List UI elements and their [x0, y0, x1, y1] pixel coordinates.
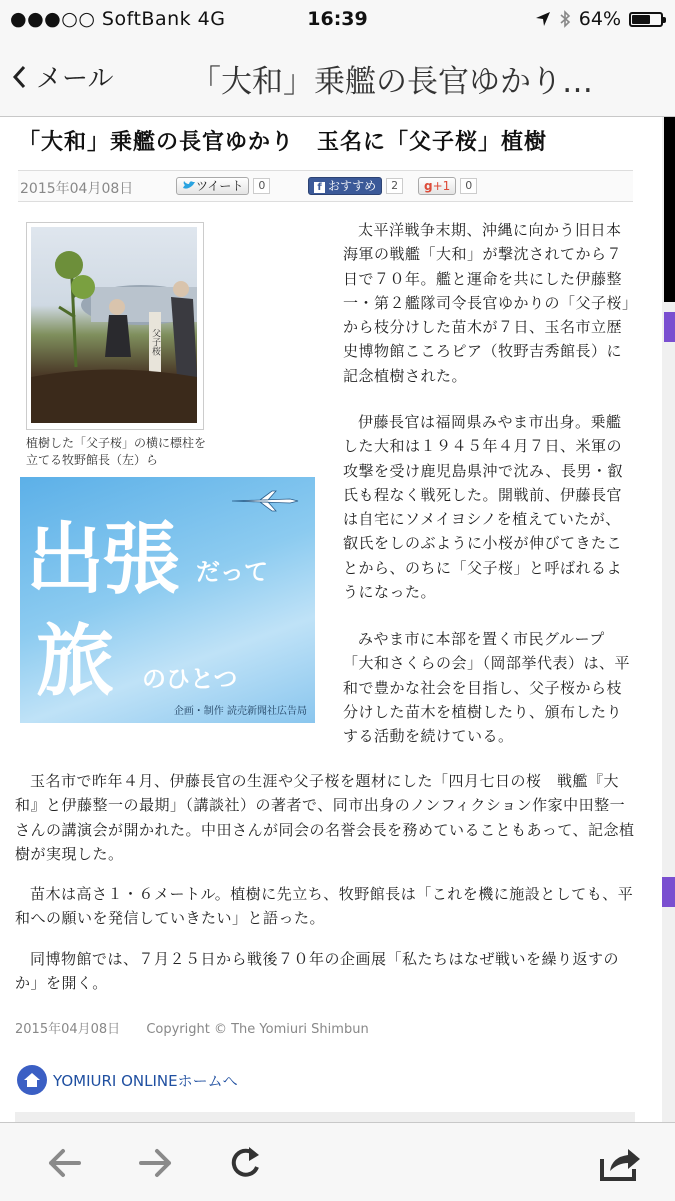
back-button[interactable] [12, 58, 113, 95]
tweet-label-box [176, 177, 249, 195]
photo-caption: 植樹した「父子桜」の横に標柱を立てる牧野館長（左）ら [26, 436, 207, 467]
ad-word-1: 出張 [26, 515, 179, 605]
home-icon [17, 1065, 47, 1095]
recommend-count: 2 [386, 178, 403, 194]
recommend-label-box [308, 177, 382, 195]
back-label: メール [36, 64, 114, 94]
facebook-icon: f [314, 182, 325, 193]
ad-sub-1: だって [196, 558, 268, 586]
yomiuri-home-link[interactable] [17, 1065, 238, 1095]
article-paragraph-5: 苗木は高さ１・６メートル。植樹に先立ち、牧野館長は「これを機に施設としても、平和への願いを発信していきたい」と語った。 [15, 885, 634, 928]
side-strip [662, 117, 675, 1122]
article-paragraph-3: みやま市に本部を置く市民グループ「大和さくらの会」（岡部挙代表）は、平和で豊かな社会を目指し、父子桜から枝分けした苗木を植樹したり、頒布したりする活動を続けている。 [343, 630, 631, 746]
tweet-label: ツイート [196, 179, 244, 193]
photo-sign-text: 父子桜 [150, 328, 160, 356]
status-right [535, 8, 663, 30]
home-link-label: YOMIURI ONLINEホームへ [53, 1071, 238, 1090]
ad-banner[interactable] [20, 477, 315, 723]
page-title: 「大和」乗艦の長官ゆかり… [190, 64, 593, 100]
next-section-stub [15, 1112, 635, 1122]
back-arrow-icon [45, 1143, 85, 1183]
status-bar [0, 0, 675, 38]
twitter-bird-icon [182, 180, 196, 190]
gplus-count: 0 [460, 178, 477, 194]
copyright: Copyright © The Yomiuri Shimbun [146, 1022, 369, 1037]
side-block-purple-2 [662, 877, 675, 907]
article-date: 2015年04月08日 [20, 181, 134, 197]
article-paragraph-6: 同博物館では、７月２５日から戦後７０年の企画展「私たちはなぜ戦いを繰り返すのか」を開く。 [15, 950, 620, 993]
battery-icon [629, 12, 663, 27]
ad-word-2: 旅 [36, 617, 115, 707]
forward-arrow-icon [135, 1143, 175, 1183]
nav-bar [0, 38, 675, 117]
clock: 16:39 [307, 8, 368, 30]
footer-date: 2015年04月08日 [15, 1022, 121, 1037]
tweet-count: 0 [253, 178, 270, 194]
airplane-icon [230, 489, 300, 513]
article-footer-meta [15, 1018, 369, 1037]
reload-button[interactable] [225, 1143, 265, 1183]
planting-scene-illustration [31, 227, 197, 423]
location-icon [535, 11, 551, 27]
recommend-button[interactable] [308, 177, 403, 195]
ad-sub-2: のひとつ [142, 665, 238, 693]
article-content[interactable] [0, 117, 662, 1122]
tweet-button[interactable] [176, 177, 270, 195]
chevron-left-icon [12, 65, 26, 89]
gplus-label-box [418, 177, 456, 195]
article-paragraph-4: 玉名市で昨年４月、伊藤長官の生涯や父子桜を題材にした「四月七日の桜 戦艦『大和』と伊藤整一の最期」（講談社）の著者で、同市出身のノンフィクション作家中田整一さんの講演会が開かれた。中田さんが同会の名誉会長を務めていることもあって、記念植樹が実現した。 [15, 772, 635, 863]
back-arrow-button[interactable] [45, 1143, 85, 1183]
gplus-button[interactable] [418, 177, 477, 195]
photo-image [31, 227, 197, 423]
bluetooth-icon [559, 10, 571, 28]
article-meta [18, 170, 633, 202]
side-block-purple [664, 312, 675, 342]
forward-arrow-button[interactable] [135, 1143, 175, 1183]
gplus-label: +1 [432, 179, 451, 193]
reload-icon [225, 1143, 265, 1183]
share-icon [598, 1143, 642, 1183]
gplus-icon: g [424, 179, 433, 193]
side-block-dark [664, 117, 675, 302]
article-paragraph-1: 太平洋戦争末期、沖縄に向かう旧日本海軍の戦艦「大和」が撃沈されてから７日で７０年。艦と運命を共にした伊藤整一・第２艦隊司令長官ゆかりの「父子桜」から枝分けした苗木が７日、玉名市立歴史博物館こころピア（牧野吉秀館長）に記念植樹された。 [343, 221, 631, 385]
carrier-label: ●●●○○ SoftBank 4G [10, 8, 226, 30]
recommend-label: おすすめ [328, 179, 377, 193]
article-headline: 「大和」乗艦の長官ゆかり 玉名に「父子桜」植樹 [18, 130, 548, 155]
ad-credit: 企画・制作 読売新聞社広告局 [173, 706, 307, 717]
article-photo [26, 222, 204, 430]
share-button[interactable] [598, 1143, 638, 1183]
browser-toolbar [0, 1122, 675, 1201]
article-paragraph-2: 伊藤長官は福岡県みやま市出身。乗艦した大和は１９４５年４月７日、米軍の攻撃を受け鹿児島県沖で沈み、長男・叡氏も程なく戦死した。開戦前、伊藤長官は自宅にソメイヨシノを植えていたが、叡氏をしのぶように小桜が伸びてきたことから、のちに「父子桜」と呼ばれるようになった。 [343, 413, 623, 602]
battery-percent: 64% [578, 8, 621, 30]
